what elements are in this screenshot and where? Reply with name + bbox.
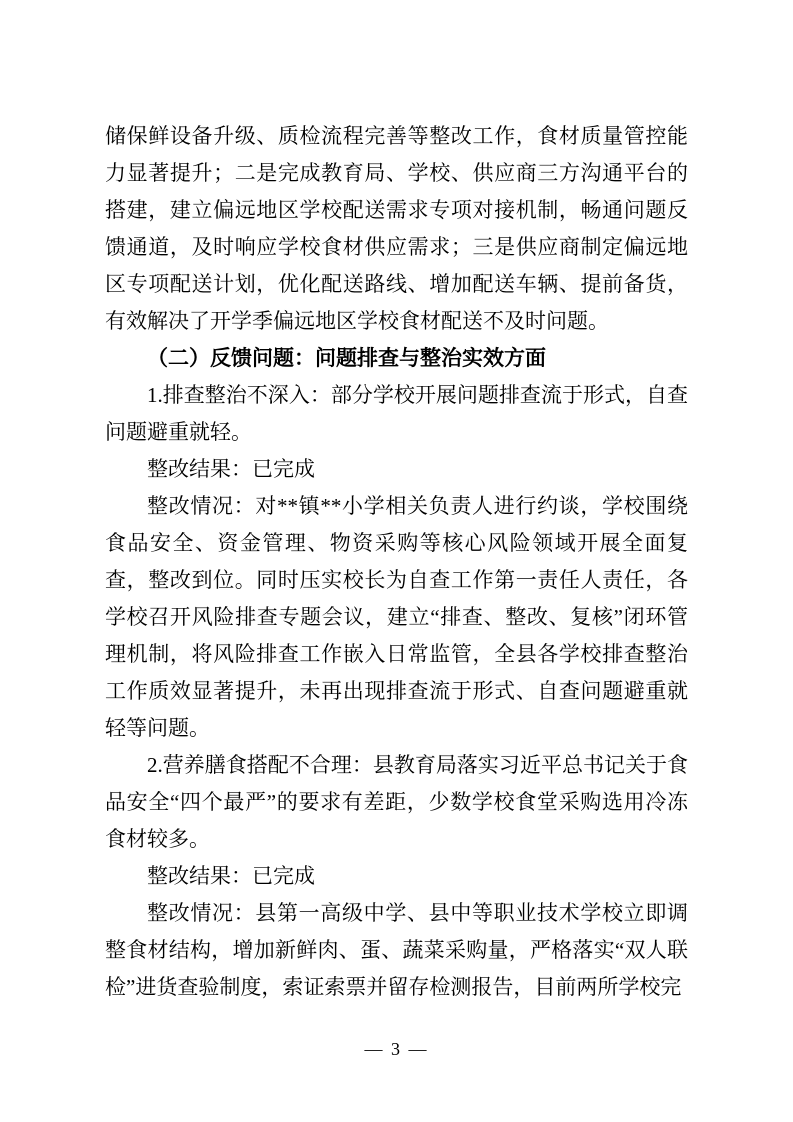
paragraph-result-2: 整改结果：已完成 xyxy=(147,864,315,888)
paragraph-detail-2: 整改情况：县第一高级中学、县中等职业技术学校立即调整食材结构，增加新鲜肉、蛋、蔬菜采购量，严格落实“双人联检”进货查验制度，索证索票并留存检测报告，目前两所学校完 xyxy=(105,901,688,999)
paragraph-continuation: 储保鲜设备升级、质检流程完善等整改工作，食材质量管控能力显著提升；二是完成教育局、学校、供应商三方沟通平台的搭建，建立偏远地区学校配送需求专项对接机制，畅通问题反馈通道，及时响应学校食材供应需求；三是供应商制定偏远地区专项配送计划，优化配送路线、增加配送车辆、提前备货，有效解决了开学季偏远地区学校食材配送不及时问题。 xyxy=(105,124,688,333)
paragraph-detail-1: 整改情况：对**镇**小学相关负责人进行约谈，学校围绕食品安全、资金管理、物资采购等核心风险领域开展全面复查，整改到位。同时压实校长为自查工作第一责任人责任，各学校召开风险排查专题会议，建立“排查、整改、复核”闭环管理机制，将风险排查工作嵌入日常监管，全县各学校排查整治工作质效显著提升，未再出现排查流于形式、自查问题避重就轻等问题。 xyxy=(105,494,688,740)
paragraph-result-1: 整改结果：已完成 xyxy=(147,457,315,481)
paragraph-issue-1: 1.排查整治不深入：部分学校开展问题排查流于形式，自查问题避重就轻。 xyxy=(105,383,688,444)
page-number: — 3 — xyxy=(364,1039,429,1059)
document-body xyxy=(105,118,688,1006)
section-heading: （二）反馈问题：问题排查与整治实效方面 xyxy=(147,347,546,370)
paragraph-issue-2: 2.营养膳食搭配不合理：县教育局落实习近平总书记关于食品安全“四个最严”的要求有差距，少数学校食堂采购选用冷冻食材较多。 xyxy=(105,753,688,851)
